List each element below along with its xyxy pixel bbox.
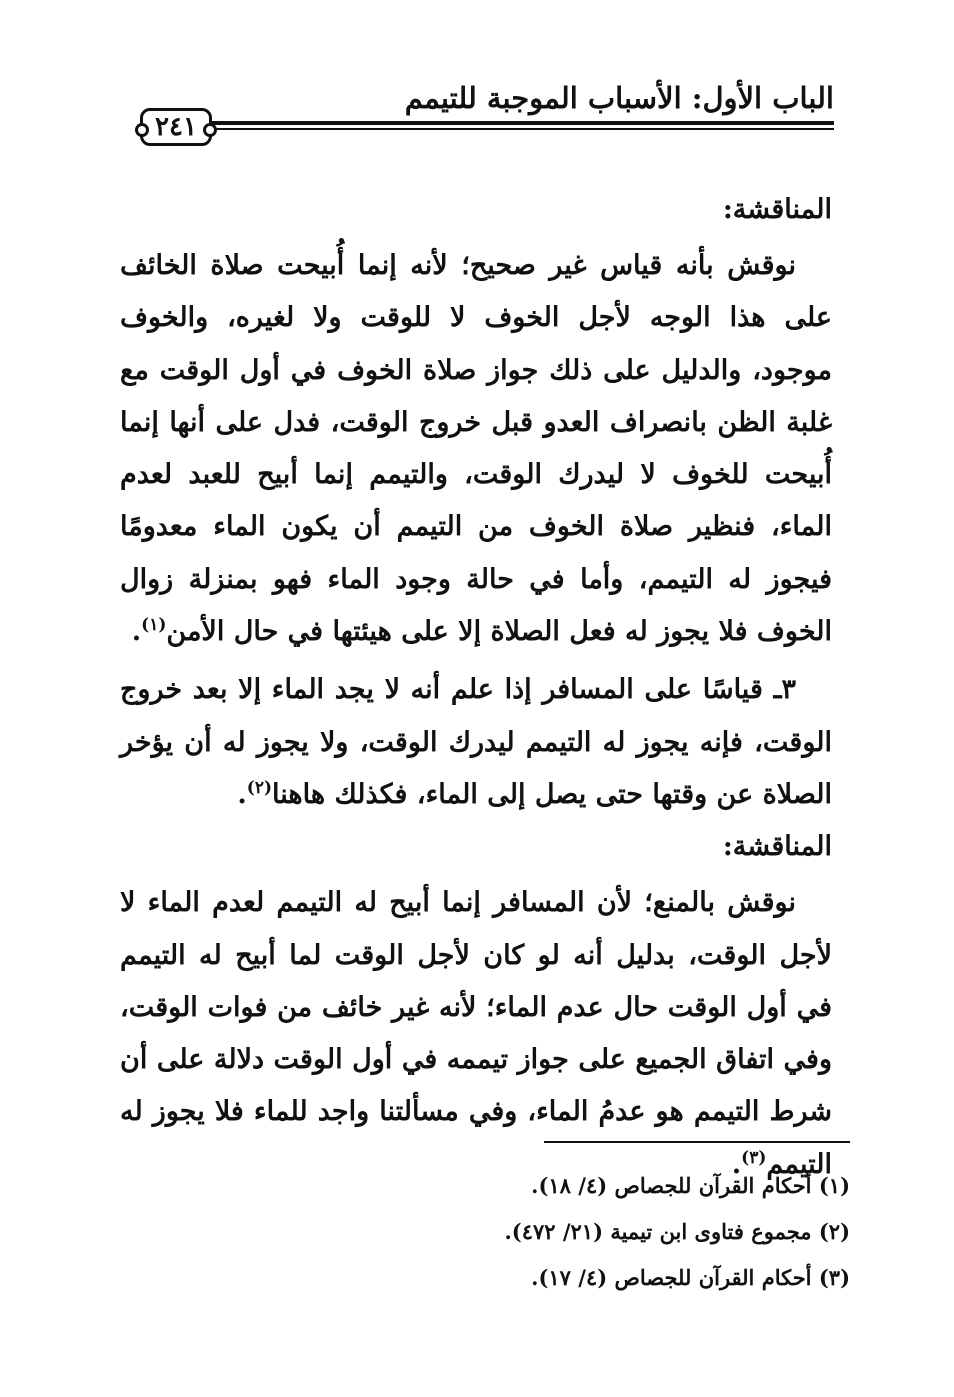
footnote-ref-2[interactable]: (٢) [246, 777, 272, 798]
paragraph-3-text: نوقش بالمنع؛ لأن المسافر إنما أبيح له التيمم لعدم الماء لا لأجل الوقت، بدليل أنه لو كان لأجل الوقت لما أبيح له التيمم في أول الوقت حال عدم الماء؛ لأنه غير خائف من فوات الوقت، وفي اتفاق الجميع على جواز تيممه في أول الوقت دلالة على أن شرط التيمم هو عدمُ الماء، وفي مسألتنا واجد للماء فلا يجوز له التيمم [120, 887, 832, 1180]
footnote-ref-3[interactable]: (٣) [741, 1147, 767, 1168]
section-heading-discussion-1: المناقشة: [722, 194, 832, 225]
paragraph-2-text: ٣ـ قياسًا على المسافر إذا علم أنه لا يجد الماء إلا بعد خروج الوقت، فإنه يجوز له التيمم ليدرك الوقت، ولا يجوز له أن يؤخر الصلاة عن وقتها حتى يصل إلى الماء، فكذلك هاهنا [120, 674, 832, 810]
footnote-1: (١) أحكام القرآن للجصاص (٤/ ١٨). [531, 1173, 850, 1198]
page-number: ٢٤١ [140, 108, 212, 146]
footnote-3: (٣) أحكام القرآن للجصاص (٤/ ١٧). [531, 1265, 850, 1290]
header-rule-thin [210, 128, 834, 130]
paragraph-1 [120, 240, 832, 658]
paragraph-3-end: . [731, 1148, 742, 1180]
paragraph-3 [120, 877, 832, 1191]
paragraph-1-end: . [131, 616, 142, 648]
section-heading-discussion-2: المناقشة: [722, 831, 832, 863]
footnotes [504, 1163, 850, 1301]
paragraph-2 [120, 664, 832, 821]
main-text [120, 190, 832, 1191]
header-rule-thick [210, 121, 834, 125]
paragraph-2-end: . [237, 778, 247, 810]
running-title: الباب الأول: الأسباب الموجبة للتيمم [404, 81, 834, 115]
footnote-2: (٢) مجموع فتاوى ابن تيمية (٢١/ ٤٧٢). [504, 1219, 850, 1244]
footnote-ref-1[interactable]: (١) [141, 615, 167, 636]
paragraph-1-text: نوقش بأنه قياس غير صحيح؛ لأنه إنما أُبيحت صلاة الخائف على هذا الوجه لأجل الخوف لا للوقت ولا لغيره، والخوف موجود، والدليل على ذلك جواز صلاة الخوف في أول الوقت مع غلبة الظن بانصراف العدو قبل خروج الوقت، فدل على أنها إنما أُبيحت للخوف لا ليدرك الوقت، والتيمم إنما أبيح للعبد لعدم الماء، فنظير صلاة الخوف من التيمم أن يكون الماء معدومًا فيجوز له التيمم، وأما في حالة وجود الماء فهو بمنزلة زوال الخوف فلا يجوز له فعل الصلاة إلا على هيئتها في حال الأمن [120, 250, 832, 648]
footnote-separator [544, 1141, 850, 1143]
